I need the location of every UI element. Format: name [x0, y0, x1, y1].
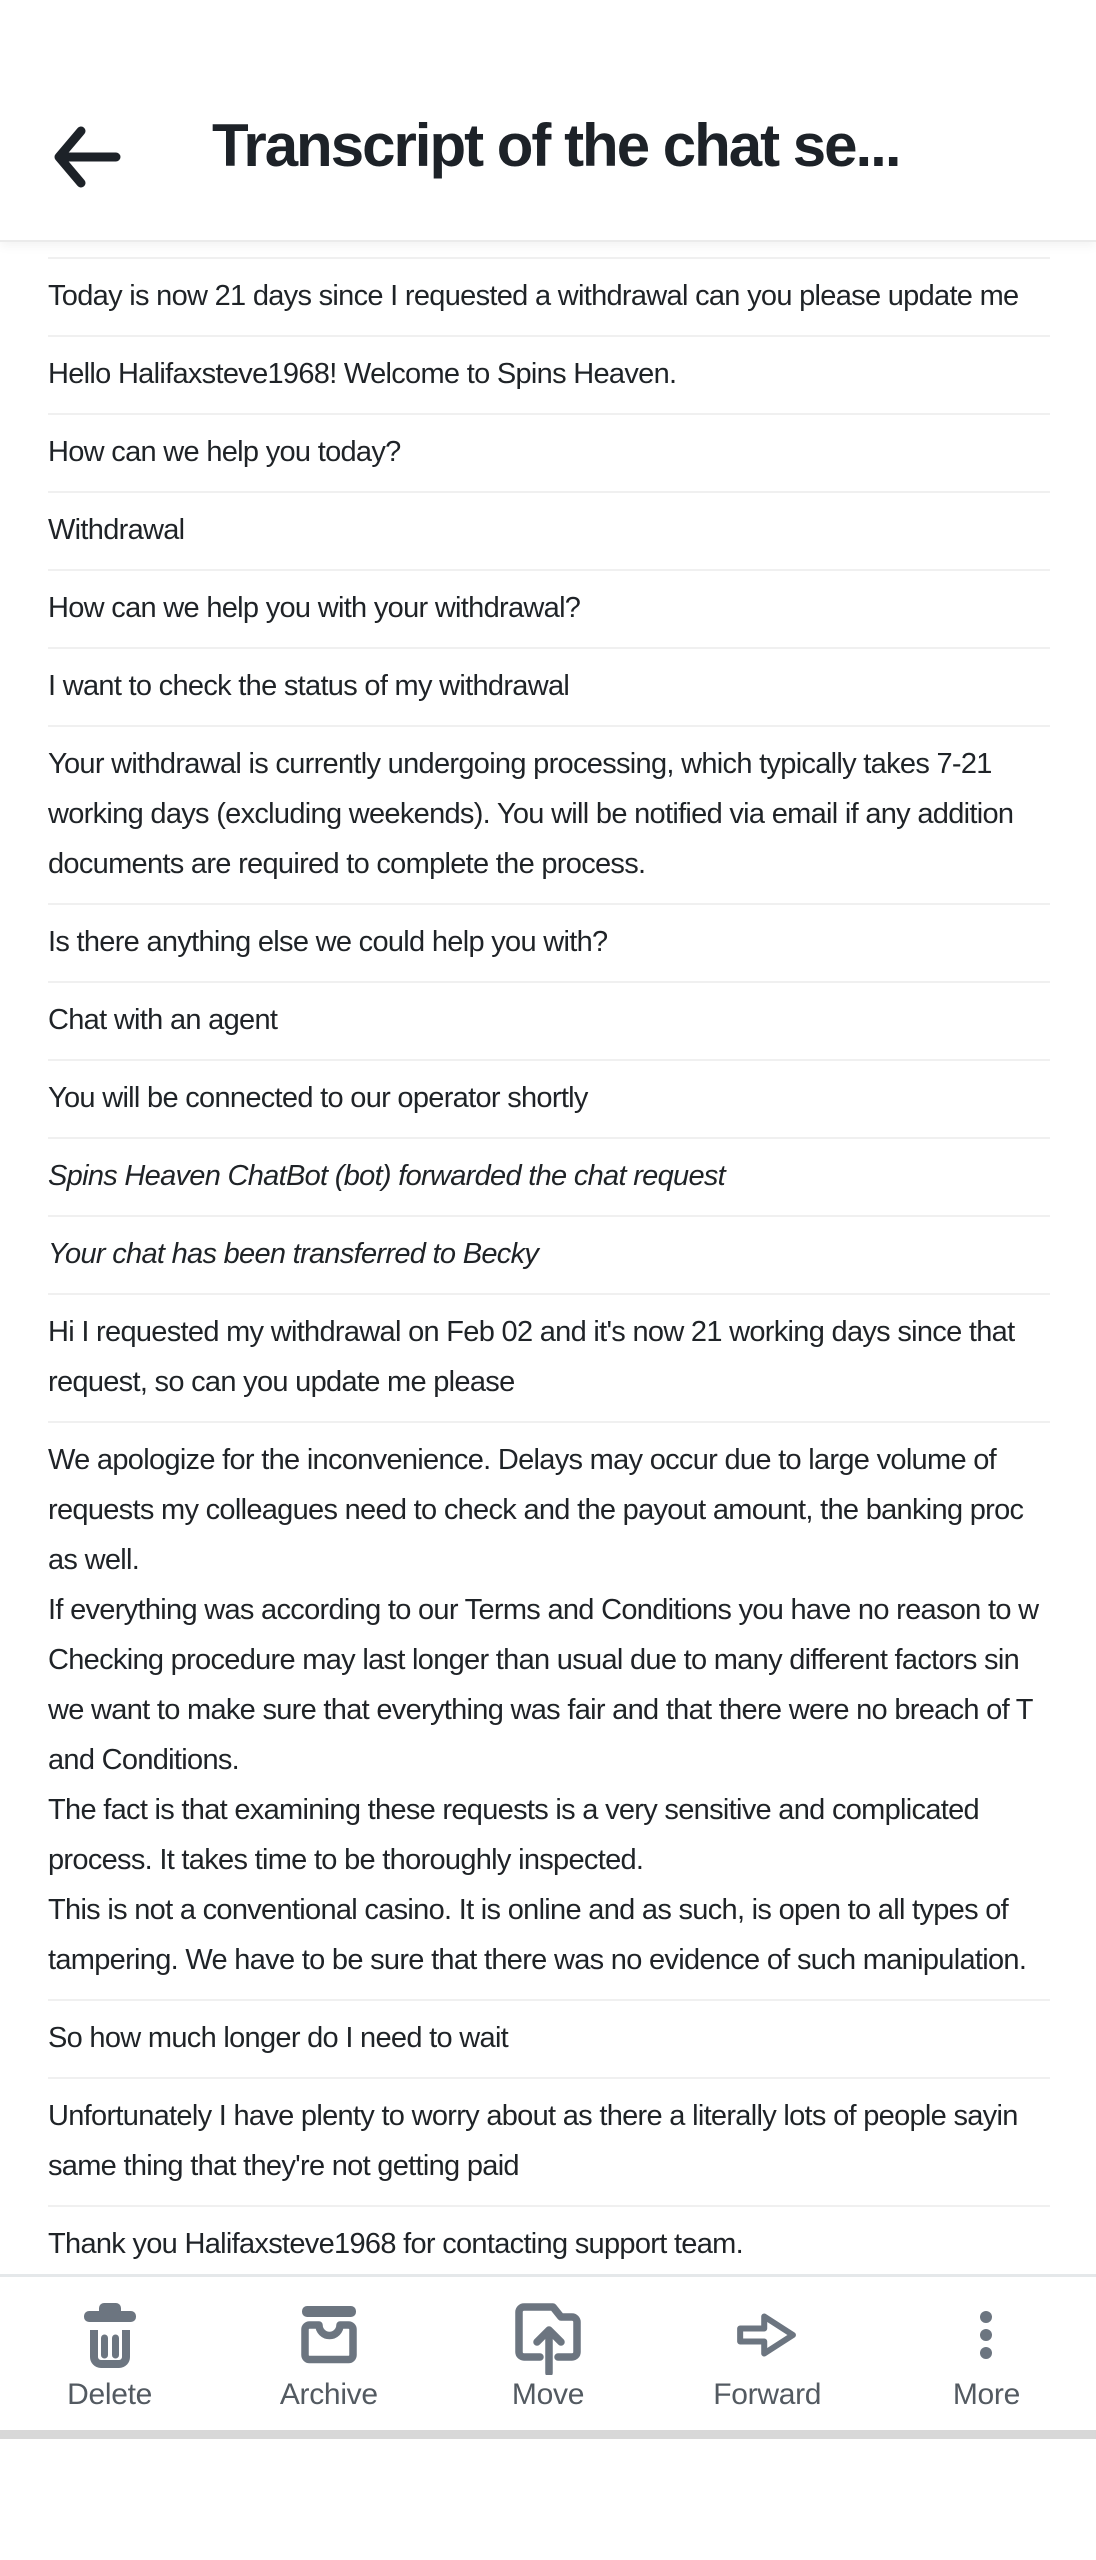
message-row: [0, 1137, 1096, 1215]
message-row: [0, 569, 1096, 647]
message-row: [0, 725, 1096, 903]
message-line: We apologize for the inconvenience. Delays may occur due to large volume of: [48, 1444, 997, 1476]
message-line: Spins Heaven ChatBot (bot) forwarded the chat request: [48, 1160, 726, 1192]
message-line: tampering. We have to be sure that there was no evidence of such manipulation.: [48, 1944, 1027, 1976]
message-line: How can we help you with your withdrawal?: [48, 592, 581, 624]
message-line: You will be connected to our operator shortly: [48, 1082, 588, 1114]
message-line: Withdrawal: [48, 514, 185, 546]
toolbar-button-label: Forward: [713, 2378, 822, 2411]
message-line: How can we help you today?: [48, 436, 401, 468]
app-header: [0, 0, 1096, 242]
message-line: This is not a conventional casino. It is online and as such, is open to all types of: [48, 1894, 1009, 1926]
message-row: [0, 2205, 1096, 2283]
folder-up-icon: [511, 2301, 585, 2369]
message-line: same thing that they're not getting paid: [48, 2150, 519, 2182]
message-line: If everything was according to our Terms and Conditions you have no reason to w: [48, 1594, 1039, 1626]
message-line: The fact is that examining these requests is a very sensitive and complicated: [48, 1794, 979, 1826]
trash-icon: [78, 2301, 142, 2369]
message-line: requests my colleagues need to check and the payout amount, the banking proc: [48, 1494, 1024, 1526]
more-vertical-icon: [978, 2301, 994, 2369]
toolbar-button-more[interactable]: [877, 2277, 1096, 2433]
page-title: Transcript of the chat se...: [212, 112, 900, 179]
toolbar-button-delete[interactable]: [0, 2277, 219, 2433]
message-list[interactable]: [0, 242, 1096, 2560]
archive-icon: [297, 2301, 361, 2369]
back-button[interactable]: [52, 126, 122, 188]
message-row: [0, 257, 1096, 335]
bottom-toolbar: [0, 2274, 1096, 2433]
message-row: [0, 1421, 1096, 1999]
message-row: [0, 647, 1096, 725]
message-row: [0, 1059, 1096, 1137]
message-line: Unfortunately I have plenty to worry about as there a literally lots of people sayin: [48, 2100, 1018, 2132]
message-line: Chat with an agent: [48, 1004, 278, 1036]
message-line: Hi I requested my withdrawal on Feb 02 and it's now 21 working days since that: [48, 1316, 1015, 1348]
toolbar-button-label: Archive: [279, 2378, 378, 2411]
message-line: documents are required to complete the process.: [48, 848, 646, 880]
message-row: [0, 1215, 1096, 1293]
message-line: we want to make sure that everything was fair and that there were no breach of T: [48, 1694, 1033, 1726]
message-line: Your withdrawal is currently undergoing processing, which typically takes 7-21: [48, 748, 992, 780]
toolbar-button-move[interactable]: [438, 2277, 657, 2433]
message-line: Today is now 21 days since I requested a withdrawal can you please update me: [48, 280, 1019, 312]
message-line: Your chat has been transferred to Becky: [48, 1238, 539, 1270]
message-line: and Conditions.: [48, 1744, 240, 1776]
toolbar-button-label: More: [952, 2378, 1020, 2411]
message-row: [0, 335, 1096, 413]
arrow-left-icon: [52, 126, 122, 188]
message-row: [0, 981, 1096, 1059]
message-row: [0, 1293, 1096, 1421]
bottom-bar: [0, 2430, 1096, 2439]
message-line: as well.: [48, 1544, 140, 1576]
message-line: Checking procedure may last longer than usual due to many different factors sin: [48, 1644, 1020, 1676]
toolbar-button-label: Delete: [67, 2378, 153, 2411]
message-row: [0, 1999, 1096, 2077]
message-row: [0, 903, 1096, 981]
message-row: [0, 491, 1096, 569]
toolbar-button-label: Move: [511, 2378, 585, 2411]
message-line: working days (excluding weekends). You will be notified via email if any addition: [48, 798, 1014, 830]
toolbar-button-archive[interactable]: [219, 2277, 438, 2433]
message-line: request, so can you update me please: [48, 1366, 515, 1398]
message-line: So how much longer do I need to wait: [48, 2022, 509, 2054]
message-row: [0, 2077, 1096, 2205]
message-line: Thank you Halifaxsteve1968 for contacting support team.: [48, 2228, 743, 2260]
message-line: Is there anything else we could help you with?: [48, 926, 608, 958]
message-line: I want to check the status of my withdrawal: [48, 670, 570, 702]
toolbar-button-forward[interactable]: [658, 2277, 877, 2433]
arrow-right-icon: [736, 2301, 798, 2369]
message-row: [0, 413, 1096, 491]
message-line: Hello Halifaxsteve1968! Welcome to Spins Heaven.: [48, 358, 677, 390]
message-line: process. It takes time to be thoroughly inspected.: [48, 1844, 644, 1876]
